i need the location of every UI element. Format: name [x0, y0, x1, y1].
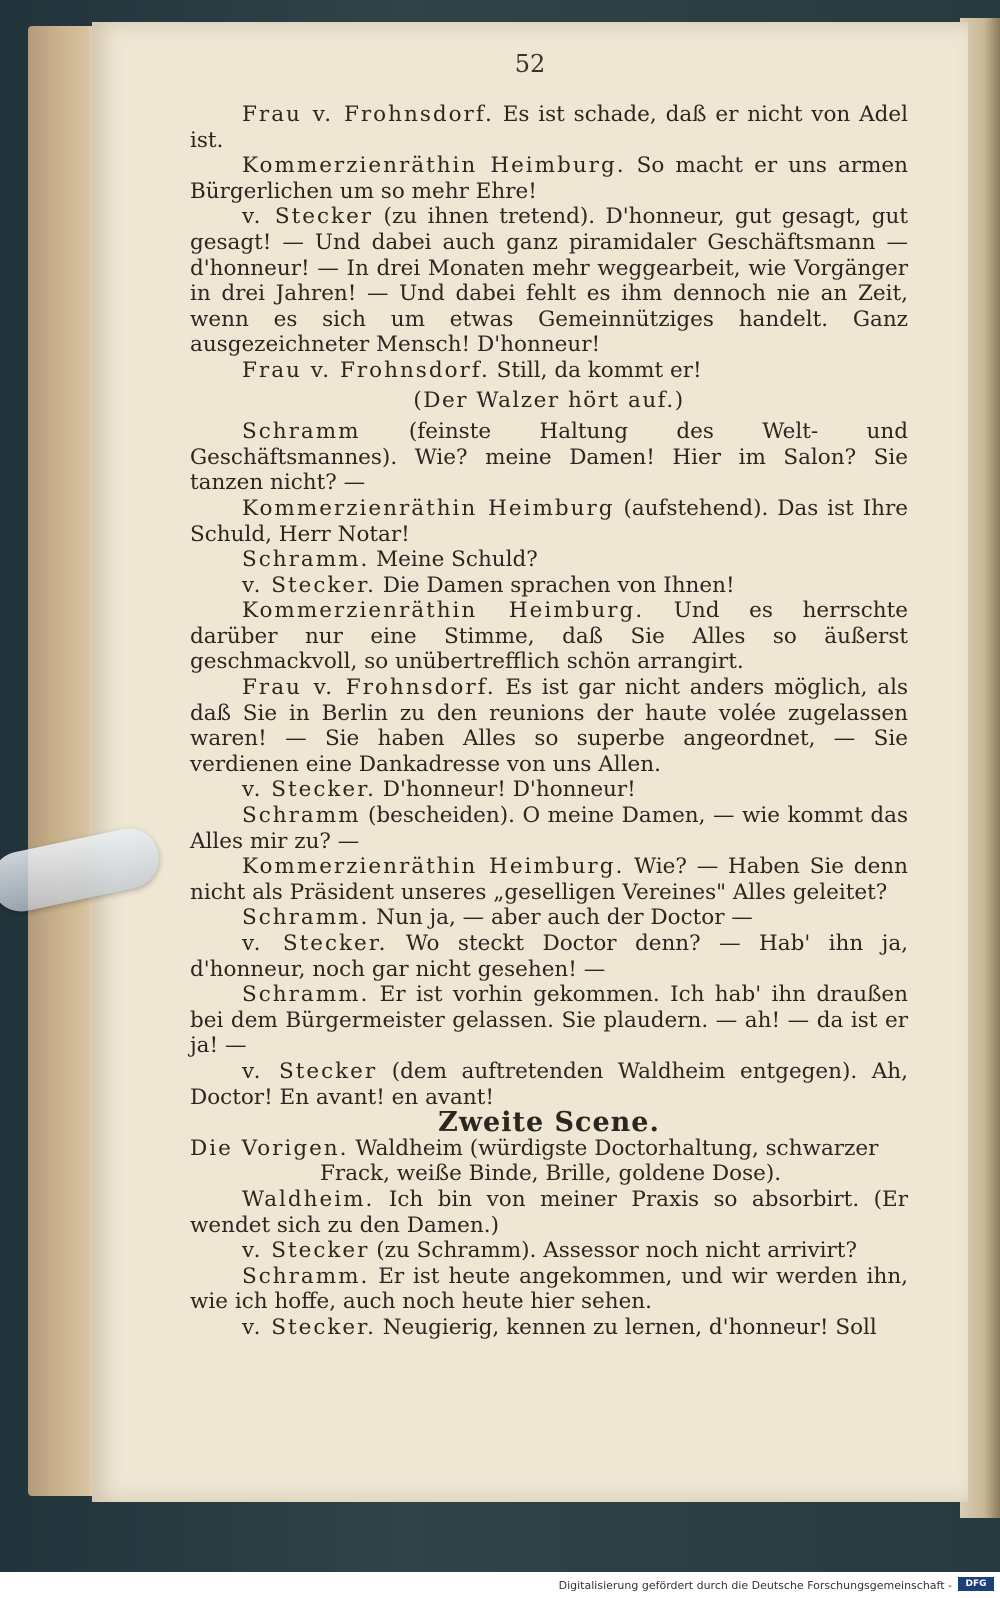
speech-text: Es ist gar nicht anders möglich, als daß Sie in Berlin zu den reunions der haute volée zugelassen waren! — Sie haben Alles so superbe angeordnet, — Sie verdienen eine Dankadresse von uns Allen. [190, 675, 908, 777]
speech-text: (dem auftretenden Waldheim entgegen). Ah, Doctor! En avant! en avant! [190, 1058, 908, 1110]
speech-text: (zu Schramm). Assessor noch nicht arrivirt? [369, 1238, 857, 1264]
speech-line [190, 1187, 908, 1238]
scene-title: Zweite Scene. [438, 1107, 660, 1139]
speech-text: D'honneur! D'honneur! [375, 777, 636, 803]
speech-line [190, 777, 908, 803]
speech-text: Und es herrschte darüber nur eine Stimme, daß Sie Alles so äußerst geschmackvoll, so unübertrefflich schön arrangirt. [190, 598, 908, 675]
speaker-name: Frau v. Frohnsdorf. [242, 102, 494, 127]
dfg-logo-icon: DFG [958, 1577, 994, 1591]
footer-credit: Digitalisierung gefördert durch die Deutsche Forschungsgemeinschaft - [558, 1579, 952, 1592]
speech-line [190, 854, 908, 905]
speech-text: Wo steckt Doctor denn? — Hab' ihn ja, d'honneur, noch gar nicht gesehen! — [190, 931, 908, 982]
speech-line [190, 1238, 908, 1264]
speech-text: Er ist vorhin gekommen. Ich hab' ihn draußen bei dem Bürgermeister gelassen. Sie plaudern. — ah! — da ist er ja! — [190, 982, 908, 1059]
speaker-name: v. Stecker. [242, 777, 376, 803]
speech-text: Es ist schade, daß er nicht von Adel ist. [190, 102, 908, 153]
speech-text: Er ist heute angekommen, und wir werden ihn, wie ich hoffe, auch noch heute hier sehen. [190, 1263, 908, 1315]
speech-line [190, 358, 908, 384]
page-text [190, 102, 908, 1341]
speaker-name: Schramm. [242, 905, 370, 931]
cast-text: Waldheim (würdigste Doctorhaltung, schwarzer [348, 1135, 879, 1161]
page-number: 52 [514, 50, 546, 78]
speech-line [190, 905, 908, 931]
speech-line [190, 419, 908, 496]
speech-line [190, 153, 908, 204]
speaker-name: v. Stecker [242, 1058, 378, 1084]
stage-direction: (Der Walzer hört auf.) [413, 387, 685, 413]
speaker-name: v. Stecker [242, 204, 374, 230]
speech-line [190, 102, 908, 153]
speaker-name: Kommerzienräthin Heimburg [242, 495, 615, 521]
speaker-name: Schramm [242, 803, 361, 829]
speech-line [190, 204, 908, 358]
speech-line [190, 1059, 908, 1110]
speech-line [190, 496, 908, 547]
speaker-name: Kommerzienräthin Heimburg. [242, 598, 645, 624]
speaker-name: v. Stecker [242, 1238, 370, 1264]
speaker-name: Schramm. [242, 982, 370, 1008]
speaker-name: Schramm. [242, 1263, 370, 1289]
speech-text: Neugierig, kennen zu lernen, d'honneur! Soll [375, 1314, 877, 1340]
speech-text: (aufstehend). Das ist Ihre Schuld, Herr Notar! [190, 495, 908, 547]
speech-line [190, 573, 908, 599]
speaker-name: Frau v. Frohnsdorf. [242, 675, 496, 701]
speech-line [190, 803, 908, 854]
speaker-name: v. Stecker. [242, 931, 388, 956]
speech-line [190, 931, 908, 982]
speaker-name: Schramm. [242, 547, 370, 573]
speech-line [190, 675, 908, 777]
speaker-name: v. Stecker. [242, 1314, 376, 1340]
book-binding [28, 26, 100, 1496]
speech-line [190, 1264, 908, 1315]
speaker-name: v. Stecker. [242, 572, 376, 598]
speech-text: Still, da kommt er! [489, 357, 702, 383]
speech-text: Ich bin von meiner Praxis so absorbirt. (Er wendet sich zu den Damen.) [190, 1186, 908, 1238]
speech-line [190, 1315, 908, 1341]
speech-line [190, 982, 908, 1059]
speech-text: Nun ja, — aber auch der Doctor — [369, 905, 753, 931]
speech-text: So macht er uns armen Bürgerlichen um so mehr Ehre! [190, 153, 909, 204]
speech-text: (zu ihnen tretend). D'honneur, gut gesagt, gut gesagt! — Und dabei auch ganz piramidaler Geschäftsmann — d'honneur! — In drei Monaten mehr weggearbeit, wie Vorgänger in drei Jahren! — Und dabei fehlt es ihm dennoch nie an Zeit, wenn es sich um etwas Gemeinnütziges handelt. Ganz ausgezeichneter Mensch! D'honneur! [190, 204, 908, 358]
speaker-name: Kommerzienräthin Heimburg. [242, 153, 626, 179]
cast-continuation: Frack, weiße Binde, Brille, goldene Dose). [320, 1161, 782, 1187]
speech-text: Die Damen sprachen von Ihnen! [375, 572, 735, 598]
footer-bar [0, 1572, 1000, 1598]
speech-text: Meine Schuld? [369, 547, 538, 573]
speech-text: Wie? — Haben Sie denn nicht als Präsident unseres „geselligen Vereines" Alles geleitet? [190, 854, 908, 905]
book-page [92, 22, 968, 1502]
speaker-name: Frau v. Frohnsdorf. [242, 357, 490, 383]
speaker-name: Die Vorigen. [190, 1135, 349, 1161]
speaker-name: Kommerzienräthin Heimburg. [242, 854, 625, 880]
speech-line [190, 547, 908, 573]
speaker-name: Schramm [242, 419, 361, 445]
speech-text: (bescheiden). O meine Damen, — wie kommt das Alles mir zu? — [190, 803, 908, 854]
speech-line [190, 598, 908, 675]
speech-text: (feinste Haltung des Welt- und Geschäftsmannes). Wie? meine Damen! Hier im Salon? Sie tanzen nicht? — [190, 419, 908, 496]
cast-line [190, 1136, 908, 1162]
speaker-name: Waldheim. [242, 1186, 375, 1212]
